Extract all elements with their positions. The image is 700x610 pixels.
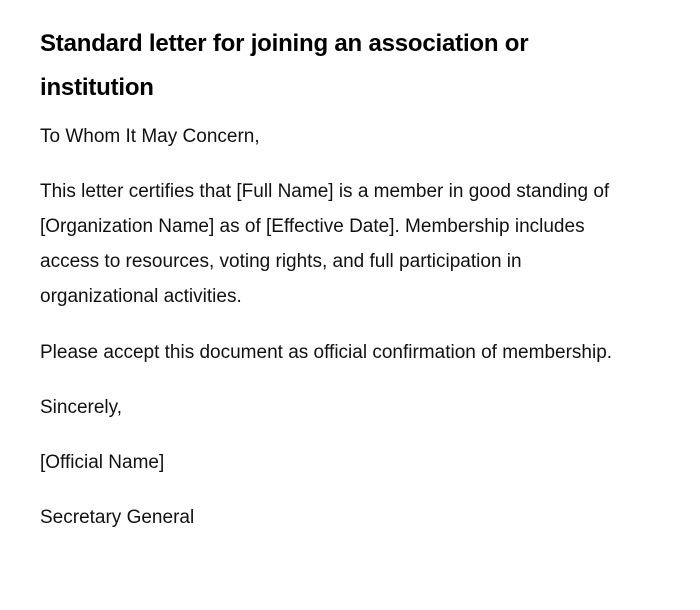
signer-name: [Official Name] [40,452,165,473]
letter-title: Standard letter for joining an association or institution [40,30,529,101]
letter-body-paragraph: This letter certifies that [Full Name] is a member in good standing of [Organization Name] as of [Effective Date]. Membership includes access to resources, voting rights, and full participation in organizational activities. [40,181,610,307]
signer-title: Secretary General [40,507,195,528]
letter-closing: Sincerely, [40,397,123,418]
letter-greeting: To Whom It May Concern, [40,126,260,147]
letter-body-paragraph: Please accept this document as official confirmation of membership. [40,342,613,363]
